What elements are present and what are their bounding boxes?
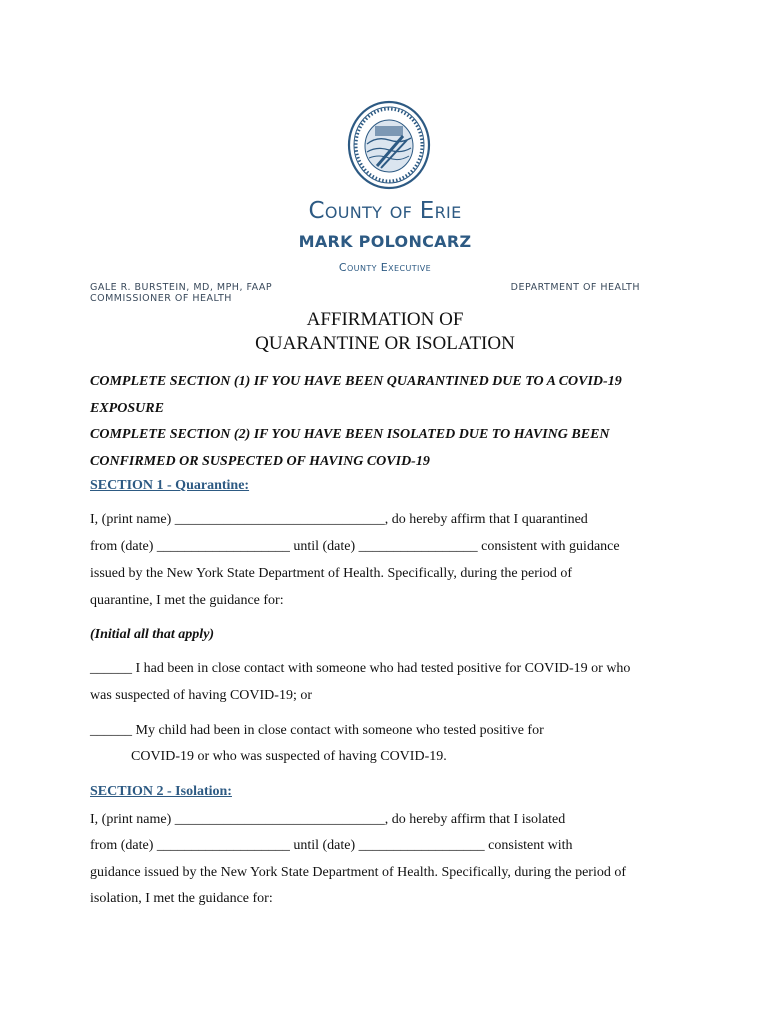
document-title-line1: AFFIRMATION OF: [306, 309, 464, 330]
section1-guidance-line: issued by the New York State Department of Health. Specifically, during the period of: [90, 566, 572, 581]
quarantine-option-contact: ______ I had been in close contact with someone who had tested positive for COVID-19 or who: [90, 661, 631, 676]
quarantine-option-contact-cont: was suspected of having COVID-19; or: [90, 688, 313, 703]
instruction-line: CONFIRMED OR SUSPECTED OF HAVING COVID-19: [90, 454, 430, 469]
section1-date-line: from (date) ___________________ until (date) _________________ consistent with guidance: [90, 539, 620, 554]
commissioner-name: GALE R. BURSTEIN, MD, MPH, FAAP: [90, 282, 273, 293]
instruction-line: COMPLETE SECTION (1) IF YOU HAVE BEEN QUARANTINED DUE TO A COVID-19: [90, 374, 622, 389]
instruction-section1: [90, 368, 690, 422]
section2-date-line: from (date) ___________________ until (date) __________________ consistent with: [90, 838, 573, 853]
section1-guidance-line: quarantine, I met the guidance for:: [90, 593, 284, 608]
quarantine-option-child: ______ My child had been in close contact with someone who tested positive for: [90, 723, 544, 738]
initial-instruction: (Initial all that apply): [90, 627, 215, 642]
county-seal: [347, 100, 431, 190]
executive-title: County Executive: [338, 261, 432, 274]
document-title-line2: QUARANTINE OR ISOLATION: [255, 333, 515, 354]
executive-name: MARK POLONCARZ: [298, 232, 472, 251]
instruction-line: EXPOSURE: [90, 401, 164, 416]
quarantine-option-child-cont: COVID-19 or who was suspected of having COVID-19.: [131, 749, 447, 764]
section2-heading: SECTION 2 - Isolation:: [90, 784, 232, 799]
department-name: DEPARTMENT OF HEALTH: [510, 282, 640, 293]
section1-heading: SECTION 1 - Quarantine:: [90, 478, 250, 493]
section2-name-line: I, (print name) ______________________________, do hereby affirm that I isolated: [90, 812, 566, 827]
document-title: [0, 308, 770, 356]
section1-name-line: I, (print name) ______________________________, do hereby affirm that I quarantined: [90, 512, 588, 527]
section2-guidance-line: isolation, I met the guidance for:: [90, 891, 273, 906]
instruction-section2: [90, 421, 690, 475]
section2-guidance-line: guidance issued by the New York State Department of Health. Specifically, during the period of: [90, 865, 627, 880]
county-title: County of Erie: [308, 198, 462, 224]
commissioner-title: COMMISSIONER OF HEALTH: [90, 293, 232, 304]
instruction-line: COMPLETE SECTION (2) IF YOU HAVE BEEN ISOLATED DUE TO HAVING BEEN: [90, 427, 610, 442]
county-seal-icon: [347, 100, 431, 190]
